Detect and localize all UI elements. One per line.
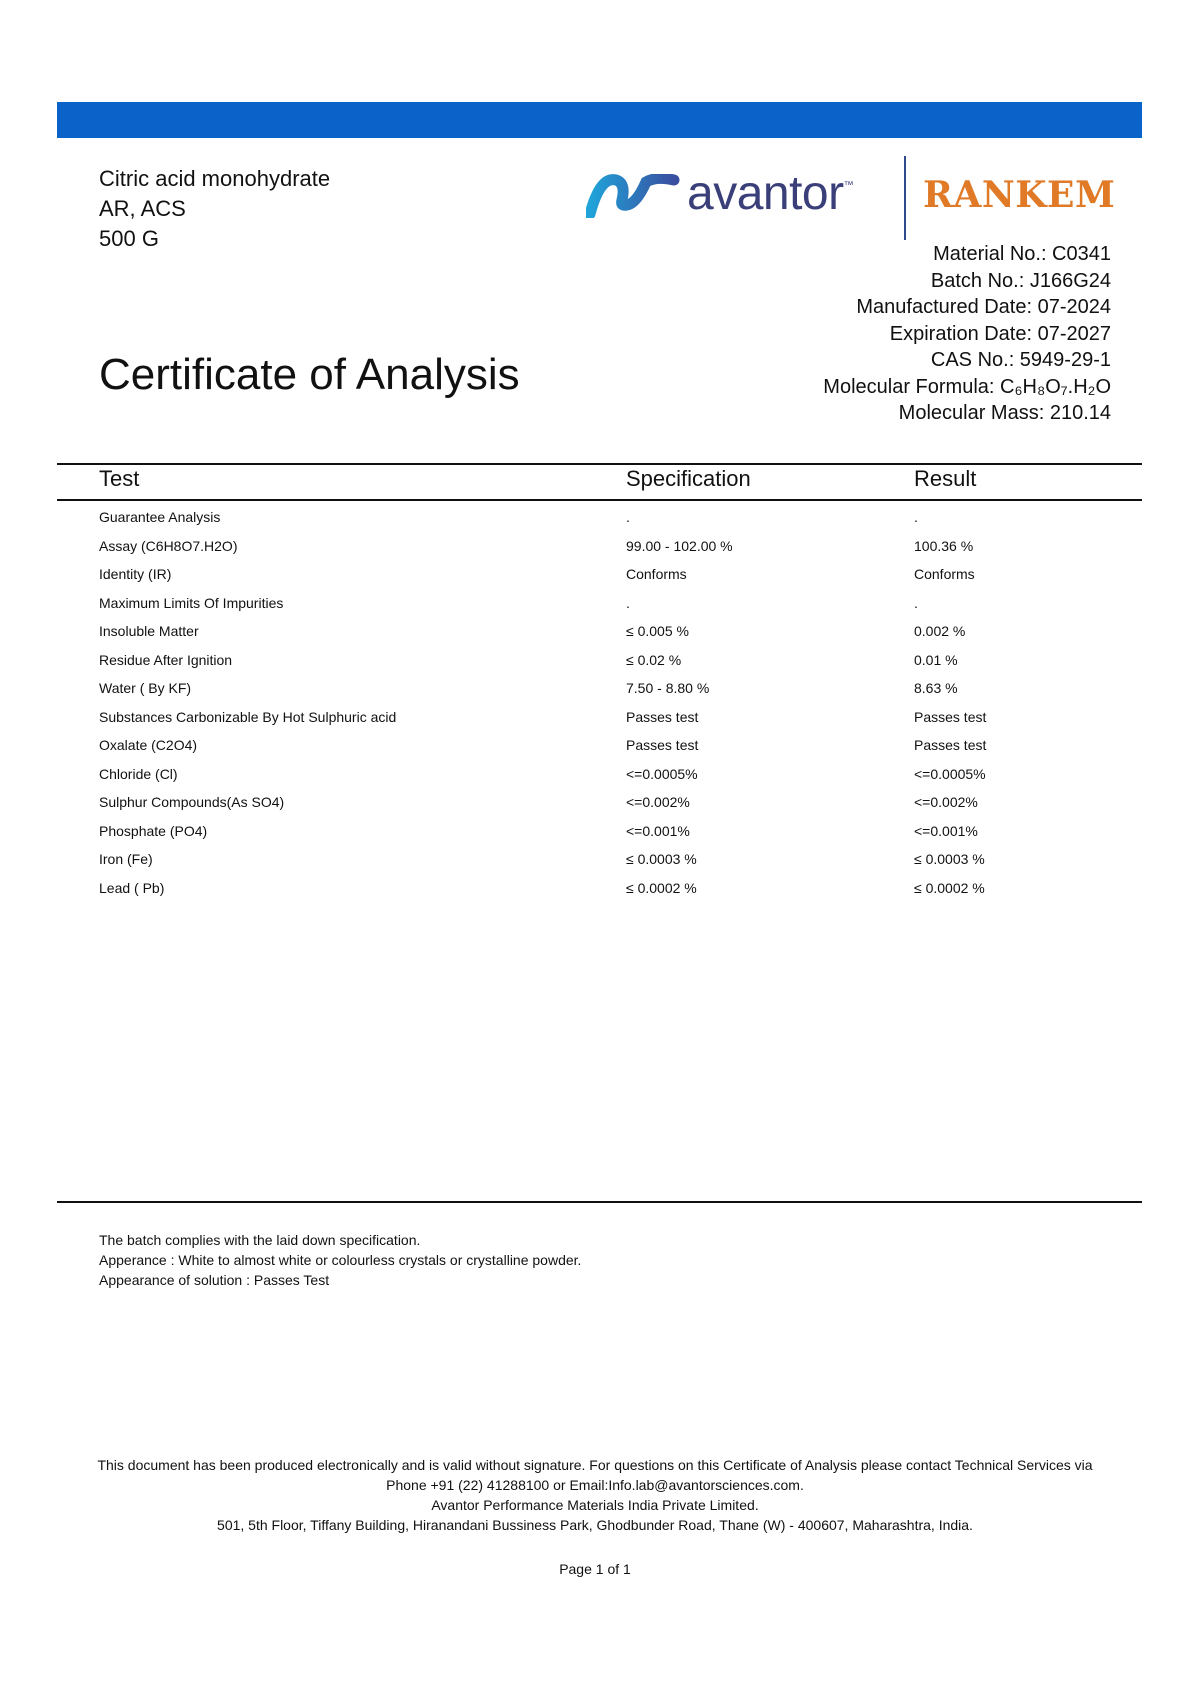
molecular-formula: Molecular Formula: C₆H₈O₇.H₂O	[823, 375, 1111, 398]
specification-value: ≤ 0.005 %	[626, 623, 689, 639]
table-row	[0, 591, 1190, 620]
specification-value: Passes test	[626, 708, 699, 725]
test-name: Phosphate (PO4)	[99, 822, 208, 839]
product-info	[99, 164, 330, 254]
result-value: 0.01 %	[914, 651, 958, 668]
specification-value: .	[626, 509, 630, 525]
table-row	[0, 619, 1190, 648]
table-row	[0, 505, 1190, 534]
result-value: ≤ 0.0002 %	[914, 879, 985, 896]
table-row	[0, 847, 1190, 876]
result-value: 8.63 %	[914, 680, 958, 696]
partner-wordmark: RANKEM	[923, 174, 1116, 216]
result-value: Passes test	[914, 737, 987, 753]
test-name: Water ( By KF)	[99, 680, 192, 696]
page-title: Certificate of Analysis	[99, 350, 520, 399]
test-name: Insoluble Matter	[99, 623, 199, 639]
avantor-mark-icon	[586, 174, 682, 218]
table-row	[0, 733, 1190, 762]
result-value: <=0.0005%	[914, 765, 986, 782]
solution-appearance-note: Appearance of solution : Passes Test	[99, 1272, 330, 1288]
product-grade: AR, ACS	[99, 196, 186, 221]
specification-value: <=0.001%	[626, 822, 690, 839]
result-value: <=0.002%	[914, 794, 978, 810]
table-row	[0, 562, 1190, 591]
result-value: ≤ 0.0003 %	[914, 851, 985, 867]
test-name: Residue After Ignition	[99, 651, 233, 668]
table-row	[0, 762, 1190, 791]
footer-company: Avantor Performance Materials India Private Limited.	[431, 1497, 759, 1513]
test-name: Iron (Fe)	[99, 851, 153, 867]
product-name: Citric acid monohydrate	[99, 166, 331, 191]
material-number: Material No.: C0341	[933, 243, 1111, 265]
specification-value: ≤ 0.02 %	[626, 651, 682, 668]
specification-value: Conforms	[626, 566, 687, 582]
footer-disclaimer: This document has been produced electronically and is valid without signature. For questions on this Certificate of Analysis please contact Technical Services via	[97, 1457, 1093, 1473]
specification-value: <=0.002%	[626, 794, 690, 810]
product-pack-size: 500 G	[99, 226, 159, 251]
test-name: Maximum Limits Of Impurities	[99, 594, 284, 611]
result-value: 0.002 %	[914, 623, 966, 639]
table-header-rule	[57, 499, 1142, 501]
table-top-rule	[57, 463, 1142, 465]
cas-number: CAS No.: 5949-29-1	[930, 349, 1111, 371]
logo-divider	[904, 156, 906, 240]
specification-value: ≤ 0.0002 %	[626, 879, 697, 896]
specification-value: ≤ 0.0003 %	[626, 851, 697, 867]
manufactured-date: Manufactured Date: 07-2024	[856, 296, 1111, 318]
test-name: Oxalate (C2O4)	[99, 737, 198, 753]
table-row	[0, 534, 1190, 563]
column-header-test: Test	[99, 466, 140, 491]
column-header-specification: Specification	[626, 466, 751, 491]
specification-value: 99.00 - 102.00 %	[626, 537, 733, 554]
result-value: Passes test	[914, 708, 987, 725]
appearance-note: Apperance : White to almost white or colourless crystals or crystalline powder.	[99, 1252, 582, 1268]
test-name: Identity (IR)	[99, 566, 172, 582]
molecular-mass: Molecular Mass: 210.14	[898, 402, 1111, 424]
table-row	[0, 819, 1190, 848]
test-name: Guarantee Analysis	[99, 509, 221, 525]
company-logo	[586, 156, 1116, 242]
result-value: .	[914, 594, 918, 611]
batch-metadata	[823, 241, 1111, 427]
result-value: .	[914, 509, 918, 525]
brand-wordmark: avantor™	[687, 167, 854, 220]
test-name: Sulphur Compounds(As SO4)	[99, 794, 285, 810]
notes-section	[99, 1230, 581, 1290]
specification-value: <=0.0005%	[626, 765, 698, 782]
table-row	[0, 676, 1190, 705]
footer-address: 501, 5th Floor, Tiffany Building, Hiranandani Bussiness Park, Ghodbunder Road, Thane (W) - 400607, Maharashtra, India.	[217, 1517, 973, 1533]
test-name: Assay (C6H8O7.H2O)	[99, 537, 238, 554]
page-number: Page 1 of 1	[559, 1561, 631, 1577]
result-value: Conforms	[914, 566, 975, 582]
test-name: Lead ( Pb)	[99, 879, 165, 896]
result-value: <=0.001%	[914, 822, 978, 839]
table-bottom-rule	[57, 1201, 1142, 1203]
batch-number: Batch No.: J166G24	[930, 269, 1111, 292]
table-row	[0, 876, 1190, 905]
test-name: Substances Carbonizable By Hot Sulphuric acid	[99, 708, 397, 725]
footer-contact: Phone +91 (22) 41288100 or Email:Info.lab@avantorsciences.com.	[386, 1477, 804, 1493]
footer	[0, 1455, 1190, 1535]
table-row	[0, 705, 1190, 734]
expiration-date: Expiration Date: 07-2027	[889, 322, 1111, 345]
compliance-note: The batch complies with the laid down specification.	[99, 1232, 421, 1248]
test-name: Chloride (Cl)	[99, 765, 178, 782]
specification-value: Passes test	[626, 737, 699, 753]
results-table	[0, 505, 1190, 904]
specification-value: .	[626, 594, 630, 611]
table-row	[0, 790, 1190, 819]
specification-value: 7.50 - 8.80 %	[626, 680, 710, 696]
result-value: 100.36 %	[914, 537, 974, 554]
column-header-result: Result	[914, 466, 977, 491]
table-row	[0, 648, 1190, 677]
header-color-bar	[57, 102, 1142, 138]
